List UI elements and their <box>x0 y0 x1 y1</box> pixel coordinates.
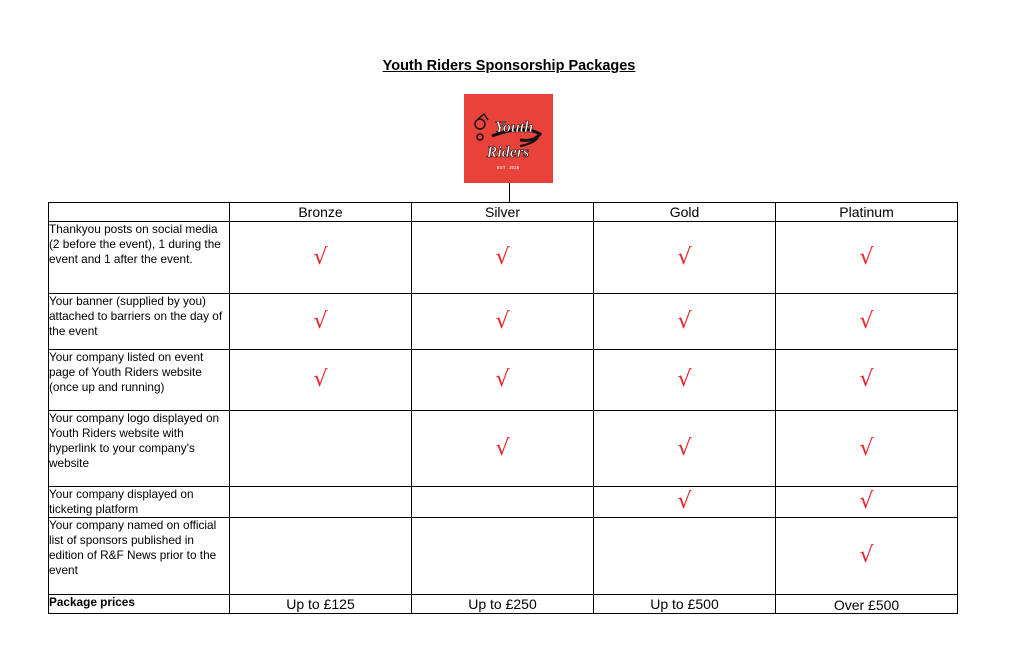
feature-row <box>49 294 958 350</box>
feature-label: Thankyou posts on social media (2 before the event), 1 during the event and 1 after the event. <box>49 222 230 294</box>
feature-label: Your company listed on event page of Youth Riders website (once up and running) <box>49 350 230 411</box>
checkmark-icon: √ <box>859 435 874 461</box>
tick-cell-silver <box>412 294 594 350</box>
tier-gold: Gold <box>594 203 776 222</box>
tick-cell-bronze <box>230 294 412 350</box>
checkmark-icon: √ <box>677 367 692 392</box>
tick-cell-gold <box>594 487 776 518</box>
feature-label: Your company named on official list of sponsors published in edition of R&F News prior to the event <box>49 518 230 595</box>
checkmark-icon: √ <box>495 435 510 461</box>
tier-header-row <box>49 203 958 222</box>
page-title: Youth Riders Sponsorship Packages <box>382 58 636 74</box>
header-corner <box>49 203 230 222</box>
feature-row <box>49 411 958 487</box>
checkmark-icon: √ <box>677 308 692 334</box>
checkmark-icon: √ <box>313 308 328 334</box>
feature-label: Your company displayed on ticketing platform <box>49 487 230 518</box>
checkmark-icon: √ <box>677 489 692 514</box>
feature-label: Your company logo displayed on Youth Riders website with hyperlink to your company's website <box>49 411 230 487</box>
youth-riders-logo <box>464 94 553 183</box>
price-platinum: Over £500 <box>776 595 958 614</box>
tick-cell-platinum <box>776 487 958 518</box>
logo-connector-line <box>509 183 510 203</box>
checkmark-icon: √ <box>495 308 510 334</box>
tick-cell-platinum <box>776 411 958 487</box>
checkmark-icon: √ <box>677 435 692 461</box>
tick-cell-gold <box>594 294 776 350</box>
tick-cell-bronze <box>230 350 412 411</box>
checkmark-icon: √ <box>859 308 874 334</box>
checkmark-icon: √ <box>495 367 510 392</box>
tick-cell-silver <box>412 411 594 487</box>
tick-cell-platinum <box>776 350 958 411</box>
price-row <box>49 595 958 614</box>
tick-cell-platinum <box>776 518 958 595</box>
feature-label: Your banner (supplied by you) attached to barriers on the day of the event <box>49 294 230 350</box>
price-bronze: Up to £125 <box>230 595 412 614</box>
tick-cell-silver <box>412 487 594 518</box>
tick-cell-gold <box>594 518 776 595</box>
feature-row <box>49 518 958 595</box>
price-silver: Up to £250 <box>412 595 594 614</box>
checkmark-icon: √ <box>495 244 510 270</box>
checkmark-icon: √ <box>677 244 692 270</box>
tick-cell-silver <box>412 518 594 595</box>
tier-platinum: Platinum <box>776 203 958 222</box>
tick-cell-silver <box>412 350 594 411</box>
tick-cell-bronze <box>230 487 412 518</box>
tick-cell-gold <box>594 222 776 294</box>
checkmark-icon: √ <box>313 244 328 270</box>
logo-est: EST . 2025 <box>496 165 520 170</box>
feature-row <box>49 222 958 294</box>
feature-row <box>49 487 958 518</box>
tick-cell-bronze <box>230 222 412 294</box>
sponsorship-table <box>48 202 958 614</box>
checkmark-icon: √ <box>859 244 874 270</box>
price-label: Package prices <box>49 595 230 614</box>
tick-cell-bronze <box>230 411 412 487</box>
tick-cell-bronze <box>230 518 412 595</box>
logo-line2: Riders <box>486 144 530 161</box>
tick-cell-silver <box>412 222 594 294</box>
checkmark-icon: √ <box>313 367 328 392</box>
tier-silver: Silver <box>412 203 594 222</box>
checkmark-icon: √ <box>859 543 874 568</box>
logo-line1: Youth <box>494 119 534 136</box>
tick-cell-gold <box>594 350 776 411</box>
checkmark-icon: √ <box>859 489 874 514</box>
feature-row <box>49 350 958 411</box>
price-gold: Up to £500 <box>594 595 776 614</box>
tick-cell-platinum <box>776 294 958 350</box>
tier-bronze: Bronze <box>230 203 412 222</box>
tick-cell-gold <box>594 411 776 487</box>
checkmark-icon: √ <box>859 367 874 392</box>
tick-cell-platinum <box>776 222 958 294</box>
